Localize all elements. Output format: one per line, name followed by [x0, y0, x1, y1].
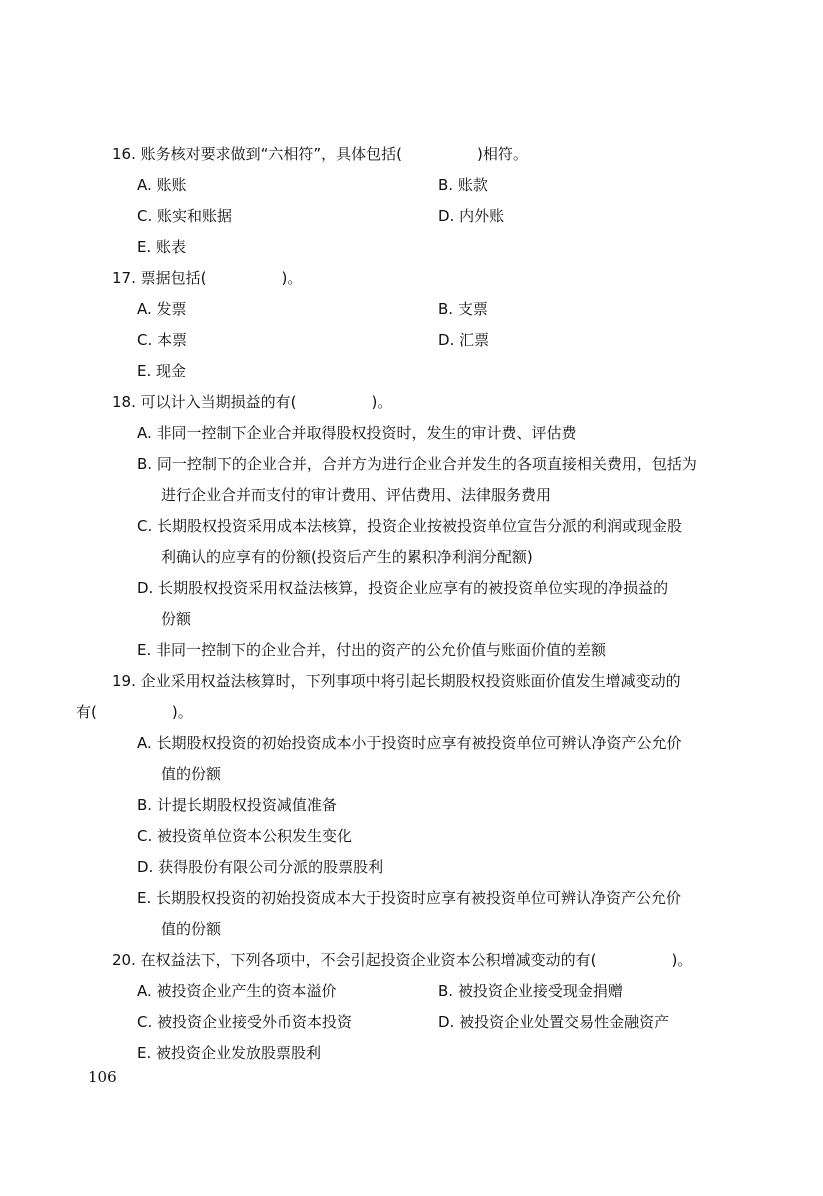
question-19-stem-cont: 有( )。: [76, 703, 193, 721]
question-17-option-b: B. 支票: [438, 300, 488, 318]
question-17-option-e: E. 现金: [137, 362, 187, 380]
question-16-option-b: B. 账款: [438, 176, 488, 194]
question-20-option-e: E. 被投资企业发放股票股利: [137, 1044, 322, 1062]
question-19-option-d: D. 获得股份有限公司分派的股票股利: [137, 858, 384, 876]
question-16-stem: 16. 账务核对要求做到“六相符”，具体包括( )相符。: [112, 145, 528, 163]
page-number: 106: [88, 1068, 117, 1086]
question-18-option-d: D. 长期股权投资采用权益法核算，投资企业应享有的被投资单位实现的净损益的: [137, 579, 669, 597]
question-20-option-b: B. 被投资企业接受现金捐赠: [438, 982, 623, 1000]
question-18-stem: 18. 可以计入当期损益的有( )。: [112, 393, 393, 411]
question-19-option-b: B. 计提长期股权投资减值准备: [137, 796, 337, 814]
question-20-option-c: C. 被投资企业接受外币资本投资: [137, 1013, 353, 1031]
question-19-option-e: E. 长期股权投资的初始投资成本大于投资时应享有被投资单位可辨认净资产公允价: [137, 889, 682, 907]
question-16-option-d: D. 内外账: [438, 207, 505, 225]
question-16-option-e: E. 账表: [137, 238, 187, 256]
question-19-option-e-cont: 值的份额: [161, 920, 222, 938]
question-19-stem: 19. 企业采用权益法核算时，下列事项中将引起长期股权投资账面价值发生增减变动的: [112, 672, 681, 690]
question-20-option-a: A. 被投资企业产生的资本溢价: [137, 982, 337, 1000]
question-18-option-d-cont: 份额: [161, 610, 192, 628]
question-18-option-c-cont: 利确认的应享有的份额(投资后产生的累积净利润分配额): [161, 548, 533, 566]
question-16-option-a: A. 账账: [137, 176, 187, 194]
question-18-option-e: E. 非同一控制下的企业合并，付出的资产的公允价值与账面价值的差额: [137, 641, 607, 659]
question-19-option-c: C. 被投资单位资本公积发生变化: [137, 827, 353, 845]
question-17-option-d: D. 汇票: [438, 331, 490, 349]
question-19-option-a: A. 长期股权投资的初始投资成本小于投资时应享有被投资单位可辨认净资产公允价: [137, 734, 682, 752]
question-19-option-a-cont: 值的份额: [161, 765, 222, 783]
question-18-option-a: A. 非同一控制下企业合并取得股权投资时，发生的审计费、评估费: [137, 424, 577, 442]
question-18-option-b: B. 同一控制下的企业合并，合并方为进行企业合并发生的各项直接相关费用，包括为: [137, 455, 697, 473]
question-17-stem: 17. 票据包括( )。: [112, 269, 303, 287]
question-20-option-d: D. 被投资企业处置交易性金融资产: [438, 1013, 670, 1031]
question-16-option-c: C. 账实和账据: [137, 207, 233, 225]
question-17-option-c: C. 本票: [137, 331, 188, 349]
question-18-option-c: C. 长期股权投资采用成本法核算，投资企业按被投资单位宣告分派的利润或现金股: [137, 517, 683, 535]
question-18-option-b-cont: 进行企业合并而支付的审计费用、评估费用、法律服务费用: [161, 486, 552, 504]
question-17-option-a: A. 发票: [137, 300, 187, 318]
question-20-stem: 20. 在权益法下，下列各项中，不会引起投资企业资本公积增减变动的有( )。: [112, 951, 693, 969]
